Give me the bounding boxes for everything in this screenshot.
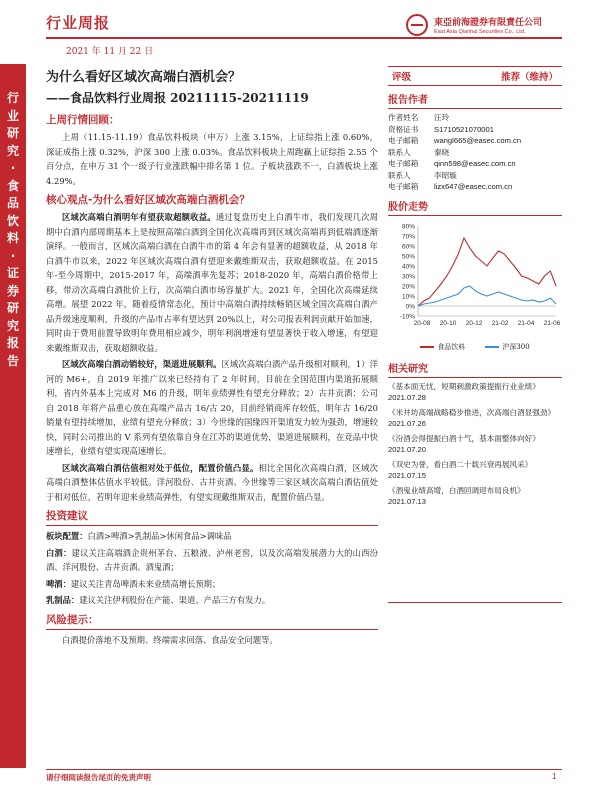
main-column bbox=[46, 66, 378, 647]
related-date: 2021.07.13 bbox=[388, 497, 427, 506]
analyst-key: 作者姓名 bbox=[388, 113, 419, 122]
side-strip-char: · bbox=[10, 161, 16, 175]
analyst-row bbox=[388, 170, 562, 182]
invest-item-text: 白酒>啤酒>乳制品>休闲食品>调味品 bbox=[87, 531, 232, 541]
y-tick-label: 60% bbox=[401, 243, 415, 250]
side-strip-char: 料 bbox=[6, 231, 19, 245]
y-tick-label: 40% bbox=[401, 263, 415, 270]
related-title: 《双史为誉，看白酒二十载兴衰再展风采》 bbox=[388, 459, 533, 469]
invest-item-label: 啤酒： bbox=[46, 578, 71, 589]
side-strip-char: 业 bbox=[6, 108, 19, 123]
legend-swatch-icon bbox=[485, 346, 499, 348]
side-strip-text bbox=[0, 90, 26, 370]
related-date: 2021.07.28 bbox=[388, 393, 427, 402]
legend-item bbox=[485, 342, 529, 352]
related-item[interactable] bbox=[388, 407, 562, 430]
core-paragraph-text: 区域次高端白酒产品升级相对顺利，1）洋河的 M6+，自 2019 年推广以来已经持有了 2 年时间，目前在全国范围内渠道拓展顺利，省内外基本上完成对 M6 的升级，明年业绩弹性有望充分释放；2）古井贡酒：公司自 2018 年将产品重心放在高端产品古 16/古 20，目前经销商库存较低，明年古 16/20 销量有望持续增加，业绩有望充分释放；3）今世缘的国缘四开渠道发力较为强劲，增速较快，同时公司推出的 V 系列有望依靠自身在江苏的渠道优势，渠道进展顺利，在竞品中快速增长，业绩有望实现高速增长。 bbox=[46, 359, 378, 456]
core-paragraph-lead: 区域次高端白酒动销较好，渠道进展顺利。 bbox=[62, 359, 222, 369]
chart-legend bbox=[388, 342, 562, 352]
price-chart bbox=[388, 220, 562, 351]
analyst-key: 联系人 bbox=[388, 170, 411, 180]
y-tick-label: 70% bbox=[401, 233, 415, 240]
x-tick-label: 21-02 bbox=[491, 319, 509, 327]
logo-name-cn: 東亞前海證券有限責任公司 bbox=[434, 18, 543, 28]
page-subtitle: ——食品饮料行业周报 20211115-20211119 bbox=[46, 91, 309, 105]
analyst-value: 汪玲 bbox=[434, 113, 450, 122]
related-item[interactable] bbox=[388, 381, 562, 404]
legend-item bbox=[420, 342, 465, 352]
side-strip-char: 行 bbox=[6, 91, 19, 105]
section-review-heading: 上周行情回顾： bbox=[46, 114, 120, 126]
rating-bar bbox=[388, 66, 562, 86]
risk-paragraph: 白酒提价落地不及预期、终端需求回落、食品安全问题等。 bbox=[62, 634, 278, 645]
invest-item-label: 乳制品： bbox=[46, 595, 80, 605]
legend-label: 沪深300 bbox=[502, 342, 530, 351]
analyst-email[interactable]: qinn598@easec.com.cn bbox=[434, 159, 516, 168]
y-tick-label: -10% bbox=[399, 313, 415, 320]
invest-item bbox=[46, 593, 378, 608]
core-paragraph bbox=[46, 357, 378, 459]
chart-heading: 股价走势 bbox=[388, 196, 562, 216]
y-tick-label: 30% bbox=[401, 273, 415, 280]
analyst-email[interactable]: wangl665@easec.com.cn bbox=[434, 136, 522, 145]
related-date: 2021.07.20 bbox=[388, 445, 427, 454]
legend-swatch-icon bbox=[420, 346, 434, 348]
review-paragraph: 上周（11.15-11.19）食品饮料板块（申万）上涨 3.15%，上证综指上涨 0.60%，深证成指上涨 0.32%，沪深 300 上涨 0.03%。食品饮料板块上周跑赢上证综指 2.55 个百分点，在申万 31 个一级子行业涨跌幅中排名第 1 位。子板块涨跌不一，白酒板块上涨 4.29%。 bbox=[46, 132, 378, 186]
analyst-row bbox=[388, 147, 562, 159]
analyst-row bbox=[388, 124, 562, 136]
page-title: 为什么看好区域次高端白酒机会？ bbox=[46, 70, 242, 85]
header-rule bbox=[46, 37, 562, 39]
related-title: 《汾酒会得提振白酒十气，基本面整体向好》 bbox=[388, 433, 540, 443]
analyst-row bbox=[388, 112, 562, 124]
core-paragraph-lead: 区域次高端白酒明年有望获取超额收益。 bbox=[62, 212, 216, 222]
analyst-key: 电子邮箱 bbox=[388, 182, 419, 191]
x-tick-label: 20-10 bbox=[439, 319, 457, 327]
invest-item-text: 建议关注青岛啤酒未来业绩高增长预期； bbox=[70, 578, 221, 589]
side-strip-char: · bbox=[10, 248, 16, 263]
x-tick-label: 20-12 bbox=[465, 319, 483, 327]
side-strip-char: 究 bbox=[6, 143, 19, 158]
side-strip-char: 究 bbox=[6, 318, 19, 333]
price-chart-svg bbox=[388, 220, 562, 336]
report-date: 2021 年 11 月 22 日 bbox=[66, 47, 154, 57]
invest-item bbox=[46, 529, 378, 544]
x-tick-label: 21-06 bbox=[543, 319, 561, 327]
analyst-key: 联系人 bbox=[388, 147, 411, 157]
related-date: 2021.07.26 bbox=[388, 419, 427, 428]
analyst-key: 电子邮箱 bbox=[388, 136, 419, 145]
analysts-list bbox=[388, 112, 562, 193]
x-tick-label: 21-04 bbox=[517, 319, 535, 327]
rating-value: 推荐（维持） bbox=[500, 72, 558, 83]
analyst-row bbox=[388, 158, 562, 170]
side-strip-char: 研 bbox=[6, 126, 19, 140]
side-strip-char: 券 bbox=[6, 283, 19, 298]
analyst-row bbox=[388, 181, 562, 193]
side-strip-char: 品 bbox=[6, 196, 19, 210]
side-strip-char: 报 bbox=[6, 336, 19, 350]
related-title: 《酒鬼业绩高增，白酒回调迎布局良机》 bbox=[388, 485, 525, 495]
analyst-key: 电子邮箱 bbox=[388, 159, 419, 168]
report-type-label: 行业周报 bbox=[46, 14, 111, 32]
analyst-email[interactable]: lizx647@easec.com.cn bbox=[434, 182, 513, 191]
core-paragraph-lead: 区域次高端白酒估值相对处于低位，配置价值凸显。 bbox=[62, 462, 259, 473]
page-number: 1 bbox=[552, 772, 557, 781]
logo-icon bbox=[406, 14, 428, 36]
section-core-heading: 核心观点-为什么看好区域次高端白酒机会？ bbox=[46, 194, 250, 206]
invest-item-text: 建议关注高端酒企贵州茅台、五粮液、泸州老窖，以及次高端发展潜力大的山西汾酒、洋河股份、古井贡酒、酒鬼酒； bbox=[46, 547, 378, 572]
section-risk-heading: 风险提示： bbox=[46, 612, 378, 630]
rating-label: 评级 bbox=[392, 72, 412, 83]
y-tick-label: 20% bbox=[401, 283, 415, 290]
y-tick-label: 10% bbox=[401, 293, 415, 300]
related-date: 2021.07.15 bbox=[388, 471, 427, 480]
section-invest-heading: 投资建议 bbox=[46, 508, 378, 526]
related-heading: 相关研究 bbox=[388, 358, 562, 378]
core-paragraph bbox=[46, 461, 378, 505]
analyst-row bbox=[388, 135, 562, 147]
related-list bbox=[388, 381, 562, 508]
side-strip-char: 证 bbox=[6, 266, 19, 280]
analyst-value: 李昭璇 bbox=[434, 170, 457, 180]
invest-item-text: 建议关注伊利股份在产能、渠道、产品三方有发力。 bbox=[79, 595, 271, 605]
logo-name-en: East Asia Qianhai Securities Co., Ltd. bbox=[434, 29, 526, 35]
invest-item-label: 板块配置： bbox=[46, 531, 88, 541]
footer-rule bbox=[46, 769, 562, 770]
related-title: 《基本面无忧，短期刺激政策提振行业业绩》 bbox=[388, 381, 540, 391]
related-item[interactable] bbox=[388, 433, 562, 456]
related-title: 《米井坊高端战略稳步推进，次高端白酒显强劲》 bbox=[388, 407, 556, 417]
legend-label: 食品饮料 bbox=[437, 342, 466, 351]
footer-disclaimer[interactable]: 请仔细阅读报告尾页的免责声明 bbox=[46, 773, 151, 782]
related-item[interactable] bbox=[388, 485, 562, 508]
side-strip-char: 告 bbox=[6, 353, 19, 368]
core-paragraph bbox=[46, 210, 378, 355]
analysts-heading: 报告作者 bbox=[388, 89, 562, 109]
invest-item bbox=[46, 546, 378, 575]
analyst-value: 秦晓 bbox=[434, 147, 450, 157]
related-item[interactable] bbox=[388, 459, 562, 482]
analyst-key: 资格证书 bbox=[388, 124, 419, 134]
x-tick-label: 20-08 bbox=[413, 319, 431, 327]
y-tick-label: 50% bbox=[401, 253, 415, 260]
side-strip-char: 饮 bbox=[6, 213, 19, 228]
analyst-value: S1710521070001 bbox=[434, 124, 494, 134]
y-tick-label: 80% bbox=[401, 223, 415, 230]
core-paragraph-text: 通过复盘历史上白酒牛市，我们发现几次周期中白酒内部周期基本上是按照高端白酒到全国化次高端再到区域次高端再到低端酒逐渐演绎。一般而言，区域次高端白酒在白酒牛市的第 4 年会有显著的超额收益，从 2018 年白酒牛市以来，2022 年区域次高端白酒有望迎来戴维斯双击，获取超额收益。在 2015 年-至今周期中，2015-2017 年，高端酒率先复苏；2018-2020 年，高端白酒价格带上移，带动次高端白酒批价上行，次高端白酒市场容量扩大。2021 年，全国化次高端延续高增。展望 2022 年，随着疫情常态化，预计中高端白酒持续畅销区域全国次高端白酒产品升级速度顺利，升级的产品市占率有望达到 20%以上，对公司报表利润贡献开始加速，同时由于费用前置导致明年费用相应减少，明年利润增速有望显著快于收入增速，有望迎来戴维斯双击，获取超额收益。 bbox=[46, 212, 378, 353]
invest-item bbox=[46, 577, 378, 592]
invest-item-label: 白酒： bbox=[46, 547, 72, 558]
core-paragraph-text: 相比全国化次高端白酒，区域次高端白酒整体估值水平较低。洋河股份、古井贡酒、今世缘等三家区域次高端白酒估值处于相对低位，若明年迎来业绩高弹性，有望实现戴维斯双击，配置价值凸显。 bbox=[46, 462, 379, 502]
side-column bbox=[388, 66, 562, 508]
side-bottom-divider bbox=[388, 602, 562, 768]
y-tick-label: 0% bbox=[405, 303, 415, 310]
company-logo bbox=[406, 14, 542, 36]
side-strip-char: 研 bbox=[6, 301, 19, 315]
series-line-hs300 bbox=[418, 286, 556, 306]
side-strip-char: 食 bbox=[6, 178, 19, 193]
